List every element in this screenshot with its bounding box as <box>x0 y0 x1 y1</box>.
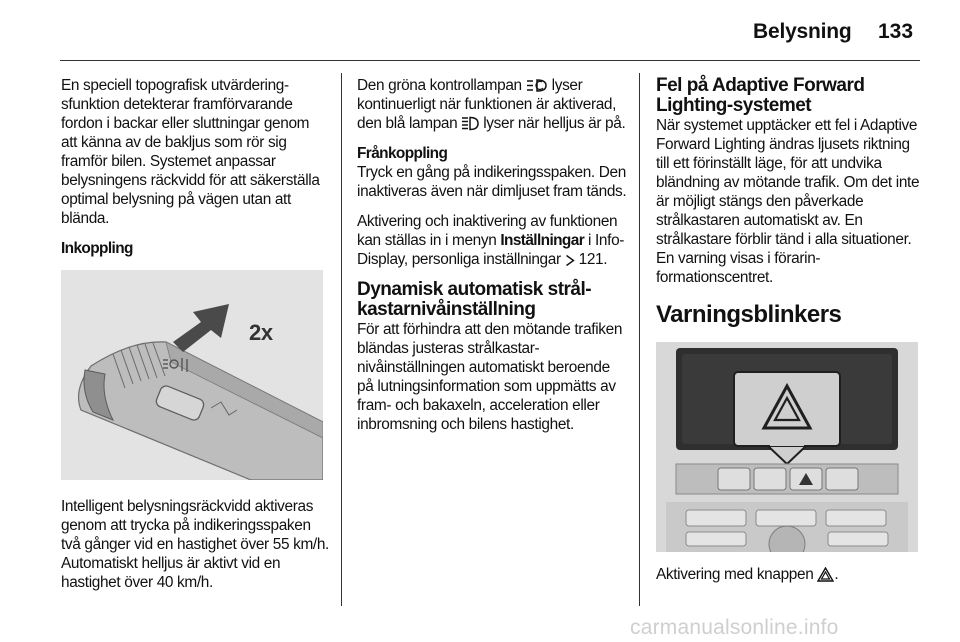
high-beam-icon <box>461 116 479 131</box>
paragraph-activation: Intelligent belysningsräckvidd aktiveras genom att trycka på indikeringsspaken två gånger vid en hastighet över 55 km/h. Automatiskt helljus är aktivt vid en hastighet över 40 km/h. <box>61 498 329 591</box>
press-count-label: 2x <box>249 320 273 345</box>
paragraph-afl-fault: När systemet upptäcker ett fel i Adaptive Forward Lighting ändras ljusets riktning till ett förinställt läge, för att undvika bländning av mötande trafik. Om det inte är möjligt stängs den påverkade strålkastaren automatiskt av. En strålkastare förblir tänd i alla situationer. En varning visas i förarinformationscentret. <box>656 117 920 286</box>
paragraph-lamps: Den gröna kontrollampan lyser kontinuerligt när funktionen är aktiverad, den blå lampan lyser när helljus är på. <box>357 77 626 132</box>
hazard-switch-illustration <box>656 342 918 552</box>
column-3 <box>656 76 924 584</box>
column-2 <box>357 76 627 445</box>
page-number: 133 <box>878 20 914 43</box>
page-title: Belysning <box>753 20 852 43</box>
heading-frankoppling: Frånkoppling <box>357 145 448 162</box>
hazard-triangle-icon <box>817 567 834 582</box>
caption-hazard: Aktivering med knappen . <box>656 566 839 583</box>
heading-hazard-lights: Varningsblinkers <box>656 301 842 328</box>
column-1 <box>61 76 329 603</box>
site-watermark[interactable]: carmanualsonline.info <box>630 616 839 639</box>
paragraph-leveling: För att förhindra att den mötande trafiken bländas justeras strålkastarnivåinställningen automatiskt beroende på lutningsinformation som uppmätts av fram- och bakaxeln, acceleration eller inbromsning och bilens hastighet. <box>357 321 623 433</box>
paragraph-settings: Aktivering och inaktivering av funktionen kan ställas in i menyn Inställningar i Info-Display, personliga inställningar 121. <box>357 213 625 268</box>
column-divider <box>341 73 342 606</box>
paragraph-deactivation: Tryck en gång på indikeringsspaken. Den inaktiveras även när dimljuset fram tänds. <box>357 164 627 200</box>
page-reference-arrow-icon <box>565 254 575 267</box>
heading-afl-fault: Fel på Adaptive Forward Lighting-systemet <box>656 75 865 116</box>
heading-dynamic-leveling: Dynamisk automatisk strålkastarnivåinställning <box>357 279 592 320</box>
menu-settings-link: Inställningar <box>500 232 585 249</box>
heading-inkoppling: Inkoppling <box>61 240 133 257</box>
paragraph-topography: En speciell topografisk utvärderingsfunktion detekterar framförvarande fordon i backar eller sluttningar genom att känna av de bakljus som rör sig framför bilen. Systemet anpassar belysningens räckvidd för att säkerställa optimal belysning på vägen utan att blända. <box>61 77 320 227</box>
header-divider <box>60 60 920 61</box>
column-divider <box>639 73 640 606</box>
indicator-stalk-illustration <box>61 270 323 480</box>
auto-headlight-icon <box>526 78 548 93</box>
